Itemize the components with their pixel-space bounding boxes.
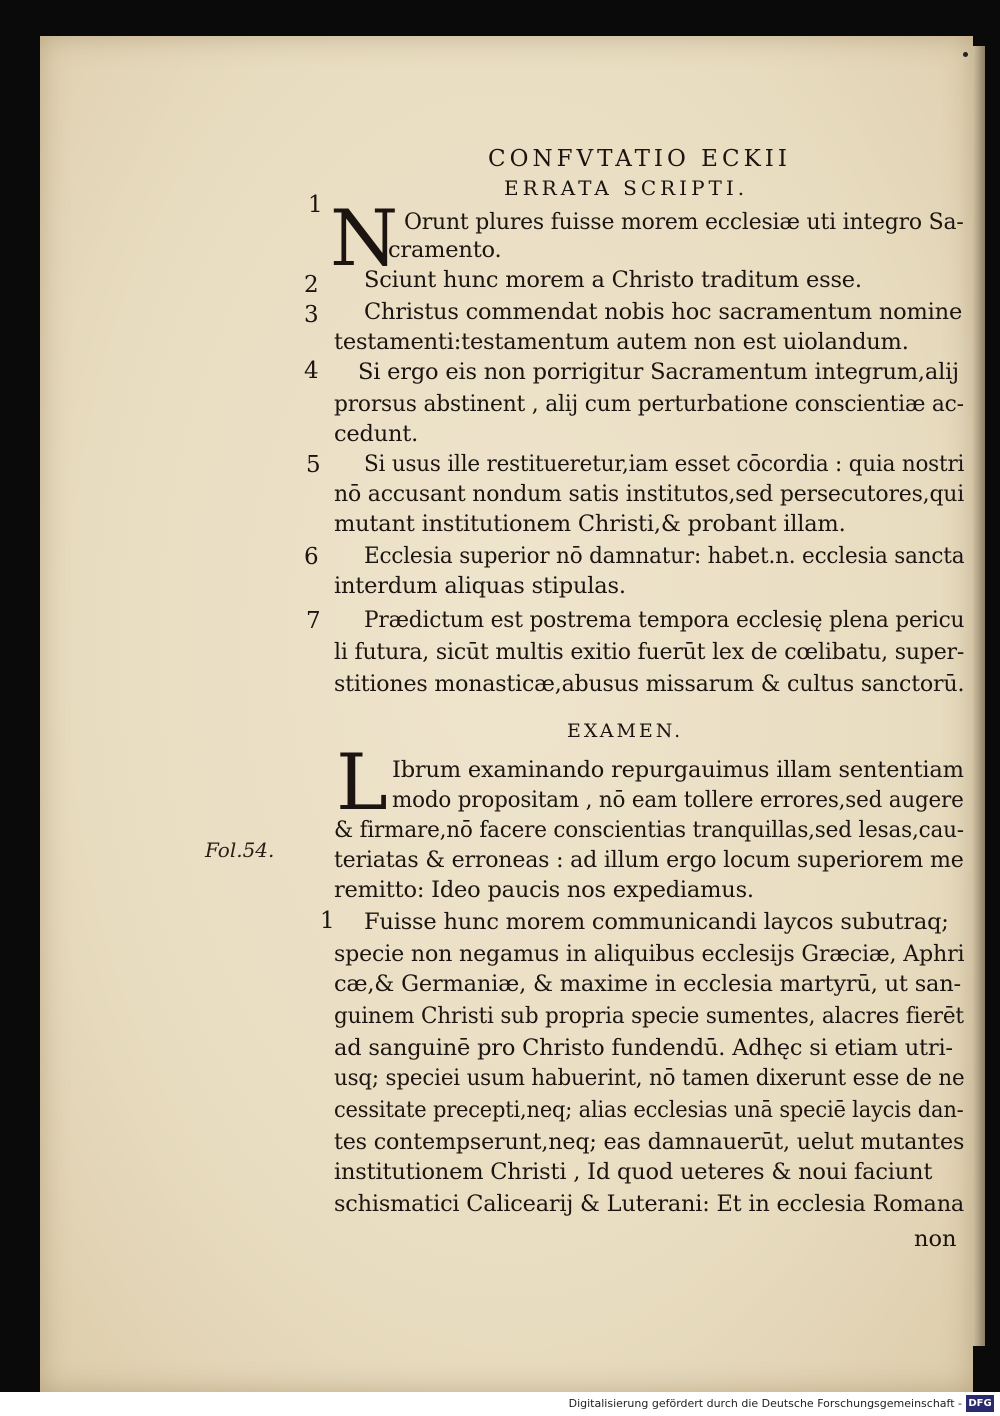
- text-line: mutant institutionem Christi,& probant illam.: [334, 511, 846, 537]
- text-line: Ecclesia superior nō damnatur: habet.n. ecclesia sancta: [364, 543, 965, 569]
- text-line: nō accusant nondum satis institutos,sed persecutores,qui: [334, 481, 965, 507]
- text-line: Sciunt hunc morem a Christo traditum esse.: [364, 267, 862, 293]
- text-line: ad sanguinē pro Christo fundendū. Adhęc si etiam utri-: [334, 1035, 953, 1061]
- margin-note: Fol.54.: [205, 838, 275, 862]
- text-line: tes contempserunt,neq; eas damnauerūt, uelut mutantes: [334, 1129, 965, 1155]
- text-line: guinem Christi sub propria specie sumentes, alacres fierēt: [334, 1003, 964, 1029]
- drop-initial-l: L: [336, 738, 388, 828]
- item-number: 1: [308, 192, 323, 218]
- text-line: testamenti:testamentum autem non est uiolandum.: [334, 329, 909, 355]
- text-line: cedunt.: [334, 421, 419, 447]
- item-number: 2: [304, 272, 319, 298]
- text-line: usq; speciei usum habuerint, nō tamen dixerunt esse de ne: [334, 1065, 965, 1091]
- funding-note: Digitalisierung gefördert durch die Deutsche Forschungsgemeinschaft -: [568, 1397, 962, 1410]
- text-line: stitiones monasticæ,abusus missarum & cultus sanctorū.: [334, 671, 965, 697]
- text-line: cæ,& Germaniæ, & maxime in ecclesia martyrū, ut san-: [334, 971, 961, 997]
- text-line: institutionem Christi , Id quod ueteres & noui faciunt: [334, 1159, 933, 1185]
- item-number: 7: [306, 608, 321, 634]
- examen-heading: EXAMEN.: [567, 720, 684, 742]
- drop-initial-n: N: [330, 194, 399, 284]
- item-number: 5: [306, 452, 321, 478]
- catchword: non: [914, 1226, 957, 1252]
- book-page: [40, 36, 973, 1392]
- text-line: Orunt plures fuisse morem ecclesiæ uti integro Sa-: [404, 209, 964, 235]
- dfg-logo[interactable]: DFG: [966, 1395, 994, 1412]
- running-title: CONFVTATIO ECKII: [488, 146, 791, 172]
- text-line: Christus commendat nobis hoc sacramentum nomine: [364, 299, 963, 325]
- item-number: 6: [304, 544, 319, 570]
- section-title: ERRATA SCRIPTI.: [504, 176, 749, 200]
- text-line: teriatas & erroneas : ad illum ergo locum superiorem me: [334, 847, 964, 873]
- text-line: remitto: Ideo paucis nos expediamus.: [334, 877, 754, 903]
- ink-dot: [963, 52, 968, 57]
- text-line: cramento.: [388, 237, 502, 263]
- text-line: Prædictum est postrema tempora ecclesię plena pericu: [364, 607, 965, 633]
- item-number: 4: [304, 358, 319, 384]
- text-line: prorsus abstinent , alij cum perturbatione conscientiæ ac-: [334, 391, 964, 417]
- item-number: 1: [320, 908, 335, 934]
- page-edge: [973, 46, 985, 1346]
- text-line: Si ergo eis non porrigitur Sacramentum integrum,alij: [358, 359, 959, 385]
- text-line: specie non negamus in aliquibus ecclesijs Græciæ, Aphri: [334, 941, 965, 967]
- item-number: 3: [304, 302, 319, 328]
- text-line: & firmare,nō facere conscientias tranquillas,sed lesas,cau-: [334, 817, 964, 843]
- text-line: li futura, sicūt multis exitio fuerūt lex de cœlibatu, super-: [334, 639, 965, 665]
- text-line: Ibrum examinando repurgauimus illam sententiam: [392, 757, 964, 783]
- text-line: Si usus ille restitueretur,iam esset cōcordia : quia nostri: [364, 451, 965, 477]
- text-line: Fuisse hunc morem communicandi laycos subutraq;: [364, 909, 949, 935]
- footer-bar: [0, 1392, 1000, 1416]
- text-line: interdum aliquas stipulas.: [334, 573, 626, 599]
- text-line: schismatici Calicearij & Luterani: Et in ecclesia Romana: [334, 1191, 965, 1217]
- text-line: modo propositam , nō eam tollere errores,sed augere: [392, 787, 964, 813]
- text-line: cessitate precepti,neq; alias ecclesias unā speciē laycis dan-: [334, 1097, 964, 1123]
